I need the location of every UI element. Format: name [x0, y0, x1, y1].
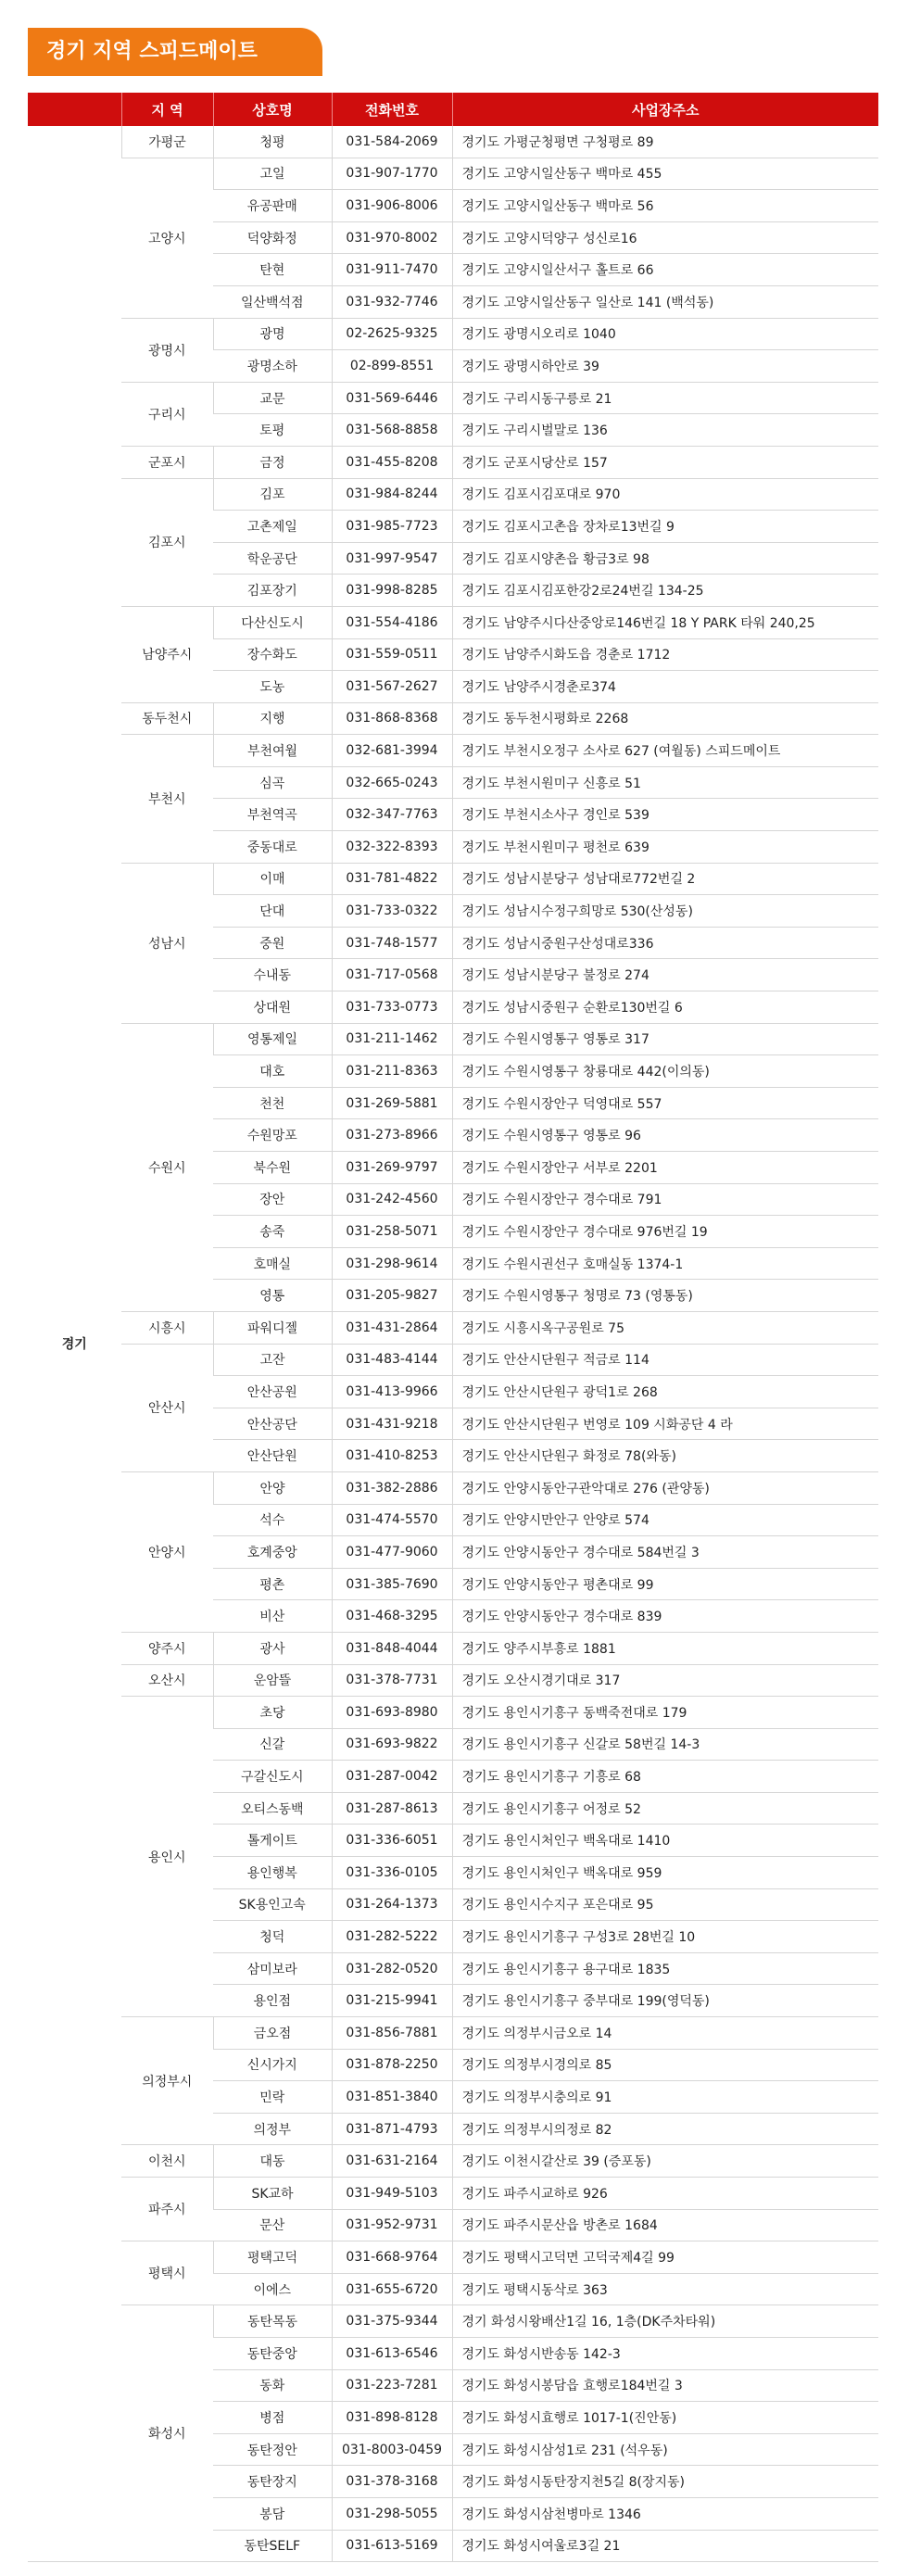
table-row: [28, 1697, 878, 1729]
district-cell: 가평군: [121, 126, 213, 158]
phone-cell: 031-985-7723: [332, 511, 452, 543]
phone-cell: 031-668-9764: [332, 2241, 452, 2274]
address-cell: 경기도 광명시하안로 39: [452, 350, 878, 383]
district-cell: 양주시: [121, 1632, 213, 1664]
phone-cell: 031-378-7731: [332, 1664, 452, 1697]
address-cell: 경기도 안양시만안구 안양로 574: [452, 1504, 878, 1536]
table-row: [28, 2178, 878, 2210]
phone-cell: 031-559-0511: [332, 638, 452, 671]
shop-name-cell: 부천역곡: [213, 799, 332, 831]
shop-name-cell: 교문: [213, 382, 332, 414]
table-row: [28, 2305, 878, 2338]
address-cell: 경기도 안산시단원구 번영로 109 시화공단 4 라: [452, 1408, 878, 1440]
address-cell: 경기도 화성시삼성1로 231 (석우동): [452, 2433, 878, 2466]
shop-name-cell: 동탄SELF: [213, 2530, 332, 2562]
phone-cell: 031-382-2886: [332, 1471, 452, 1504]
address-cell: 경기도 화성시반송동 142-3: [452, 2337, 878, 2369]
district-cell: 성남시: [121, 863, 213, 1023]
table-row: [28, 606, 878, 638]
shop-name-cell: SK용인고속: [213, 1888, 332, 1921]
address-cell: 경기도 의정부시금오로 14: [452, 2017, 878, 2050]
address-cell: 경기도 구리시벌말로 136: [452, 414, 878, 447]
district-cell: 평택시: [121, 2241, 213, 2305]
district-cell: 부천시: [121, 735, 213, 863]
phone-cell: 031-949-5103: [332, 2178, 452, 2210]
table-row: [28, 2241, 878, 2274]
phone-cell: 031-413-9966: [332, 1376, 452, 1408]
shop-name-cell: 학운공단: [213, 542, 332, 575]
phone-cell: 031-898-8128: [332, 2402, 452, 2434]
shop-name-cell: 호매실: [213, 1247, 332, 1280]
address-cell: 경기도 수원시장안구 경수대로 976번길 19: [452, 1216, 878, 1248]
shop-name-cell: 수내동: [213, 959, 332, 991]
shop-name-cell: 고잔: [213, 1344, 332, 1376]
phone-cell: 031-878-2250: [332, 2049, 452, 2081]
address-cell: 경기도 화성시삼천병마로 1346: [452, 2497, 878, 2530]
address-cell: 경기도 가평군청평면 구청평로 89: [452, 126, 878, 158]
phone-cell: 031-856-7881: [332, 2017, 452, 2050]
address-cell: 경기도 수원시영통구 영통로 96: [452, 1119, 878, 1152]
shop-name-cell: 파워디젤: [213, 1311, 332, 1344]
district-cell: 수원시: [121, 1023, 213, 1311]
shop-name-cell: 수원망포: [213, 1119, 332, 1152]
district-cell: 안양시: [121, 1471, 213, 1632]
shop-name-cell: 이에스: [213, 2273, 332, 2305]
phone-cell: 02-899-8551: [332, 350, 452, 383]
shop-name-cell: 신시가지: [213, 2049, 332, 2081]
table-row: [28, 446, 878, 478]
shop-name-cell: 광명: [213, 318, 332, 350]
table-row: [28, 735, 878, 767]
phone-cell: 031-287-8613: [332, 1792, 452, 1825]
phone-cell: 031-205-9827: [332, 1280, 452, 1312]
phone-cell: 031-455-8208: [332, 446, 452, 478]
address-cell: 경기도 수원시영통구 영통로 317: [452, 1023, 878, 1055]
address-cell: 경기도 부천시오정구 소사로 627 (여월동) 스피드메이트: [452, 735, 878, 767]
shop-name-cell: 삼미보라: [213, 1952, 332, 1985]
shop-name-cell: 김포장기: [213, 575, 332, 607]
phone-cell: 031-474-5570: [332, 1504, 452, 1536]
shop-name-cell: 덕양화정: [213, 221, 332, 254]
phone-cell: 031-554-4186: [332, 606, 452, 638]
table-row: [28, 863, 878, 895]
shop-name-cell: 병점: [213, 2402, 332, 2434]
shop-name-cell: 고촌제일: [213, 511, 332, 543]
header-blank: [28, 93, 121, 126]
phone-cell: 031-242-4560: [332, 1183, 452, 1216]
table-row: [28, 1471, 878, 1504]
address-cell: 경기도 남양주시다산중앙로146번길 18 Y PARK 타워 240,25: [452, 606, 878, 638]
phone-cell: 031-613-6546: [332, 2337, 452, 2369]
shop-name-cell: 동화: [213, 2369, 332, 2402]
phone-cell: 031-733-0773: [332, 991, 452, 1024]
address-cell: 경기도 군포시당산로 157: [452, 446, 878, 478]
address-cell: 경기도 용인시기흥구 기흥로 68: [452, 1761, 878, 1793]
phone-cell: 031-733-0322: [332, 895, 452, 928]
phone-cell: 031-385-7690: [332, 1568, 452, 1600]
shop-name-cell: 중동대로: [213, 831, 332, 864]
phone-cell: 031-223-7281: [332, 2369, 452, 2402]
table-row: [28, 478, 878, 511]
phone-cell: 031-431-2864: [332, 1311, 452, 1344]
table-row: [28, 1632, 878, 1664]
address-cell: 경기도 구리시동구릉로 21: [452, 382, 878, 414]
district-cell: 고양시: [121, 158, 213, 318]
shop-name-cell: 장수화도: [213, 638, 332, 671]
address-cell: 경기도 남양주시화도읍 경춘로 1712: [452, 638, 878, 671]
shop-name-cell: 천천: [213, 1087, 332, 1119]
address-cell: 경기도 성남시수정구희망로 530(산성동): [452, 895, 878, 928]
shop-name-cell: 봉담: [213, 2497, 332, 2530]
address-cell: 경기도 수원시장안구 덕영대로 557: [452, 1087, 878, 1119]
shop-name-cell: 비산: [213, 1600, 332, 1633]
table-row: [28, 702, 878, 735]
shop-name-cell: 금정: [213, 446, 332, 478]
shop-name-cell: 운암뜰: [213, 1664, 332, 1697]
phone-cell: 031-298-5055: [332, 2497, 452, 2530]
shop-name-cell: 도농: [213, 671, 332, 703]
phone-cell: 02-2625-9325: [332, 318, 452, 350]
address-cell: 경기도 용인시처인구 백옥대로 1410: [452, 1825, 878, 1857]
address-cell: 경기도 김포시양촌읍 황금3로 98: [452, 542, 878, 575]
shop-name-cell: SK교하: [213, 2178, 332, 2210]
district-cell: 용인시: [121, 1697, 213, 2017]
address-cell: 경기도 수원시영통구 창룡대로 442(이의동): [452, 1055, 878, 1088]
address-cell: 경기도 수원시영통구 청명로 73 (영통동): [452, 1280, 878, 1312]
phone-cell: 031-932-7746: [332, 285, 452, 318]
shop-name-cell: 대호: [213, 1055, 332, 1088]
address-cell: 경기도 고양시일산동구 백마로 455: [452, 158, 878, 190]
shop-name-cell: 이매: [213, 863, 332, 895]
phone-cell: 031-693-9822: [332, 1728, 452, 1761]
phone-cell: 031-613-5169: [332, 2530, 452, 2562]
shop-name-cell: 토평: [213, 414, 332, 447]
header-area: 지 역: [121, 93, 213, 126]
phone-cell: 031-717-0568: [332, 959, 452, 991]
shop-name-cell: 동탄중앙: [213, 2337, 332, 2369]
address-cell: 경기도 시흥시옥구공원로 75: [452, 1311, 878, 1344]
address-cell: 경기도 오산시경기대로 317: [452, 1664, 878, 1697]
shop-name-cell: 안산공원: [213, 1376, 332, 1408]
phone-cell: 031-871-4793: [332, 2113, 452, 2145]
phone-cell: 031-569-6446: [332, 382, 452, 414]
phone-cell: 032-347-7763: [332, 799, 452, 831]
address-cell: 경기도 용인시기흥구 구성3로 28번길 10: [452, 1921, 878, 1953]
phone-cell: 031-477-9060: [332, 1536, 452, 1569]
table-row: [28, 2017, 878, 2050]
address-cell: 경기도 동두천시평화로 2268: [452, 702, 878, 735]
shop-name-cell: 지행: [213, 702, 332, 735]
phone-cell: 031-375-9344: [332, 2305, 452, 2338]
address-cell: 경기도 화성시동탄장지천5길 8(장지동): [452, 2466, 878, 2498]
phone-cell: 031-431-9218: [332, 1408, 452, 1440]
address-cell: 경기도 고양시일산동구 백마로 56: [452, 190, 878, 222]
address-cell: 경기도 파주시교하로 926: [452, 2178, 878, 2210]
address-cell: 경기도 용인시기흥구 신갈로 58번길 14-3: [452, 1728, 878, 1761]
shop-name-cell: 광사: [213, 1632, 332, 1664]
address-cell: 경기도 화성시봉담읍 효행로184번길 3: [452, 2369, 878, 2402]
address-cell: 경기도 안양시동안구관악대로 276 (관양동): [452, 1471, 878, 1504]
phone-cell: 031-378-3168: [332, 2466, 452, 2498]
district-cell: 화성시: [121, 2305, 213, 2562]
district-cell: 군포시: [121, 446, 213, 478]
shop-name-cell: 장안: [213, 1183, 332, 1216]
address-cell: 경기도 화성시여울로3길 21: [452, 2530, 878, 2562]
phone-cell: 031-410-8253: [332, 1440, 452, 1472]
shop-name-cell: 안산공단: [213, 1408, 332, 1440]
address-cell: 경기도 부천시소사구 경인로 539: [452, 799, 878, 831]
phone-cell: 031-848-4044: [332, 1632, 452, 1664]
address-cell: 경기도 부천시원미구 평천로 639: [452, 831, 878, 864]
shop-name-cell: 심곡: [213, 766, 332, 799]
phone-cell: 031-298-9614: [332, 1247, 452, 1280]
phone-cell: 031-264-1373: [332, 1888, 452, 1921]
district-cell: 이천시: [121, 2145, 213, 2178]
address-cell: 경기도 수원시장안구 서부로 2201: [452, 1152, 878, 1184]
district-cell: 파주시: [121, 2178, 213, 2241]
shop-name-cell: 동탄정안: [213, 2433, 332, 2466]
shop-name-cell: 탄현: [213, 254, 332, 286]
shop-name-cell: 안양: [213, 1471, 332, 1504]
address-cell: 경기도 부천시원미구 신흥로 51: [452, 766, 878, 799]
phone-cell: 031-693-8980: [332, 1697, 452, 1729]
shop-name-cell: 금오점: [213, 2017, 332, 2050]
address-cell: 경기도 광명시오리로 1040: [452, 318, 878, 350]
phone-cell: 031-273-8966: [332, 1119, 452, 1152]
shop-name-cell: 단대: [213, 895, 332, 928]
district-cell: 시흥시: [121, 1311, 213, 1344]
district-cell: 의정부시: [121, 2017, 213, 2145]
address-cell: 경기 화성시왕배산1길 16, 1층(DK주차타워): [452, 2305, 878, 2338]
table-row: [28, 126, 878, 158]
table-row: [28, 1311, 878, 1344]
shop-name-cell: 초당: [213, 1697, 332, 1729]
shop-name-cell: 용인점: [213, 1985, 332, 2017]
table-row: [28, 1344, 878, 1376]
shop-name-cell: 청평: [213, 126, 332, 158]
phone-cell: 031-282-5222: [332, 1921, 452, 1953]
address-cell: 경기도 수원시권선구 호매실동 1374-1: [452, 1247, 878, 1280]
address-cell: 경기도 안양시동안구 경수대로 584번길 3: [452, 1536, 878, 1569]
address-cell: 경기도 용인시기흥구 동백죽전대로 179: [452, 1697, 878, 1729]
phone-cell: 031-8003-0459: [332, 2433, 452, 2466]
shop-name-cell: 광명소하: [213, 350, 332, 383]
address-cell: 경기도 용인시기흥구 어정로 52: [452, 1792, 878, 1825]
phone-cell: 031-868-8368: [332, 702, 452, 735]
shop-name-cell: 대동: [213, 2145, 332, 2178]
address-cell: 경기도 성남시중원구 순환로130번길 6: [452, 991, 878, 1024]
shop-name-cell: 평택고덕: [213, 2241, 332, 2274]
address-cell: 경기도 이천시갈산로 39 (증포동): [452, 2145, 878, 2178]
phone-cell: 032-665-0243: [332, 766, 452, 799]
phone-cell: 031-269-5881: [332, 1087, 452, 1119]
phone-cell: 031-906-8006: [332, 190, 452, 222]
phone-cell: 031-997-9547: [332, 542, 452, 575]
district-cell: 김포시: [121, 478, 213, 606]
shop-name-cell: 신갈: [213, 1728, 332, 1761]
phone-cell: 031-781-4822: [332, 863, 452, 895]
phone-cell: 031-258-5071: [332, 1216, 452, 1248]
page-title: 경기 지역 스피드메이트: [28, 28, 322, 76]
phone-cell: 031-970-8002: [332, 221, 452, 254]
table-row: [28, 2145, 878, 2178]
phone-cell: 031-287-0042: [332, 1761, 452, 1793]
shop-name-cell: 일산백석점: [213, 285, 332, 318]
phone-cell: 031-483-4144: [332, 1344, 452, 1376]
shop-name-cell: 청덕: [213, 1921, 332, 1953]
district-cell: 오산시: [121, 1664, 213, 1697]
shop-name-cell: 민락: [213, 2081, 332, 2114]
shop-name-cell: 의정부: [213, 2113, 332, 2145]
phone-cell: 031-998-8285: [332, 575, 452, 607]
phone-cell: 031-282-0520: [332, 1952, 452, 1985]
address-cell: 경기도 안산시단원구 적금로 114: [452, 1344, 878, 1376]
district-cell: 동두천시: [121, 702, 213, 735]
address-cell: 경기도 고양시일산서구 홀트로 66: [452, 254, 878, 286]
shop-name-cell: 중원: [213, 927, 332, 959]
shop-name-cell: 동탄장지: [213, 2466, 332, 2498]
phone-cell: 031-748-1577: [332, 927, 452, 959]
address-cell: 경기도 평택시고덕면 고덕국제4길 99: [452, 2241, 878, 2274]
address-cell: 경기도 김포시김포대로 970: [452, 478, 878, 511]
address-cell: 경기도 김포시김포한강2로24번길 134-25: [452, 575, 878, 607]
district-cell: 구리시: [121, 382, 213, 446]
shop-name-cell: 영통: [213, 1280, 332, 1312]
shop-name-cell: 석수: [213, 1504, 332, 1536]
phone-cell: 031-336-0105: [332, 1857, 452, 1889]
address-cell: 경기도 수원시장안구 경수대로 791: [452, 1183, 878, 1216]
address-cell: 경기도 용인시수지구 포은대로 95: [452, 1888, 878, 1921]
shop-name-cell: 영통제일: [213, 1023, 332, 1055]
phone-cell: 031-468-3295: [332, 1600, 452, 1633]
phone-cell: 031-984-8244: [332, 478, 452, 511]
phone-cell: 031-584-2069: [332, 126, 452, 158]
shop-name-cell: 동탄목동: [213, 2305, 332, 2338]
address-cell: 경기도 성남시분당구 불정로 274: [452, 959, 878, 991]
shop-name-cell: 안산단원: [213, 1440, 332, 1472]
address-cell: 경기도 파주시문산읍 방촌로 1684: [452, 2209, 878, 2241]
phone-cell: 031-911-7470: [332, 254, 452, 286]
district-cell: 남양주시: [121, 606, 213, 702]
table-row: [28, 1664, 878, 1697]
phone-cell: 031-269-9797: [332, 1152, 452, 1184]
address-cell: 경기도 용인시기흥구 용구대로 1835: [452, 1952, 878, 1985]
table-row: [28, 158, 878, 190]
shop-name-cell: 호계중앙: [213, 1536, 332, 1569]
header-shop: 상호명: [213, 93, 332, 126]
address-cell: 경기도 화성시효행로 1017-1(진안동): [452, 2402, 878, 2434]
shop-name-cell: 구갈신도시: [213, 1761, 332, 1793]
table-header: [28, 93, 878, 126]
phone-cell: 031-851-3840: [332, 2081, 452, 2114]
phone-cell: 031-655-6720: [332, 2273, 452, 2305]
header-address: 사업장주소: [452, 93, 878, 126]
shop-name-cell: 부천여월: [213, 735, 332, 767]
address-cell: 경기도 남양주시경춘로374: [452, 671, 878, 703]
phone-cell: 031-567-2627: [332, 671, 452, 703]
region-cell: 경기: [28, 126, 121, 2562]
shop-name-cell: 다산신도시: [213, 606, 332, 638]
district-cell: 안산시: [121, 1344, 213, 1471]
phone-cell: 031-211-8363: [332, 1055, 452, 1088]
shop-name-cell: 톨게이트: [213, 1825, 332, 1857]
phone-cell: 031-631-2164: [332, 2145, 452, 2178]
table-row: [28, 1023, 878, 1055]
address-cell: 경기도 고양시일산동구 일산로 141 (백석동): [452, 285, 878, 318]
address-cell: 경기도 용인시기흥구 중부대로 199(영덕동): [452, 1985, 878, 2017]
address-cell: 경기도 고양시덕양구 성신로16: [452, 221, 878, 254]
address-cell: 경기도 양주시부흥로 1881: [452, 1632, 878, 1664]
address-cell: 경기도 김포시고촌읍 장차로13번길 9: [452, 511, 878, 543]
address-cell: 경기도 평택시동삭로 363: [452, 2273, 878, 2305]
address-cell: 경기도 안양시동안구 경수대로 839: [452, 1600, 878, 1633]
address-cell: 경기도 의정부시경의로 85: [452, 2049, 878, 2081]
shop-name-cell: 오티스동백: [213, 1792, 332, 1825]
address-cell: 경기도 안양시동안구 평촌대로 99: [452, 1568, 878, 1600]
shop-name-cell: 용인행복: [213, 1857, 332, 1889]
store-table: [28, 93, 878, 2562]
address-cell: 경기도 안산시단원구 광덕1로 268: [452, 1376, 878, 1408]
address-cell: 경기도 의정부시충의로 91: [452, 2081, 878, 2114]
phone-cell: 032-681-3994: [332, 735, 452, 767]
district-cell: 광명시: [121, 318, 213, 382]
address-cell: 경기도 의정부시의정로 82: [452, 2113, 878, 2145]
phone-cell: 031-211-1462: [332, 1023, 452, 1055]
table-body: [28, 126, 878, 2562]
phone-cell: 031-336-6051: [332, 1825, 452, 1857]
address-cell: 경기도 용인시처인구 백옥대로 959: [452, 1857, 878, 1889]
shop-name-cell: 유공판매: [213, 190, 332, 222]
shop-name-cell: 상대원: [213, 991, 332, 1024]
table-row: [28, 382, 878, 414]
address-cell: 경기도 성남시중원구산성대로336: [452, 927, 878, 959]
phone-cell: 031-215-9941: [332, 1985, 452, 2017]
shop-name-cell: 북수원: [213, 1152, 332, 1184]
shop-name-cell: 평촌: [213, 1568, 332, 1600]
table-row: [28, 318, 878, 350]
address-cell: 경기도 안산시단원구 화정로 78(와동): [452, 1440, 878, 1472]
header-phone: 전화번호: [332, 93, 452, 126]
phone-cell: 031-952-9731: [332, 2209, 452, 2241]
shop-name-cell: 송죽: [213, 1216, 332, 1248]
shop-name-cell: 문산: [213, 2209, 332, 2241]
shop-name-cell: 김포: [213, 478, 332, 511]
phone-cell: 031-907-1770: [332, 158, 452, 190]
shop-name-cell: 고일: [213, 158, 332, 190]
phone-cell: 032-322-8393: [332, 831, 452, 864]
phone-cell: 031-568-8858: [332, 414, 452, 447]
address-cell: 경기도 성남시분당구 성남대로772번길 2: [452, 863, 878, 895]
